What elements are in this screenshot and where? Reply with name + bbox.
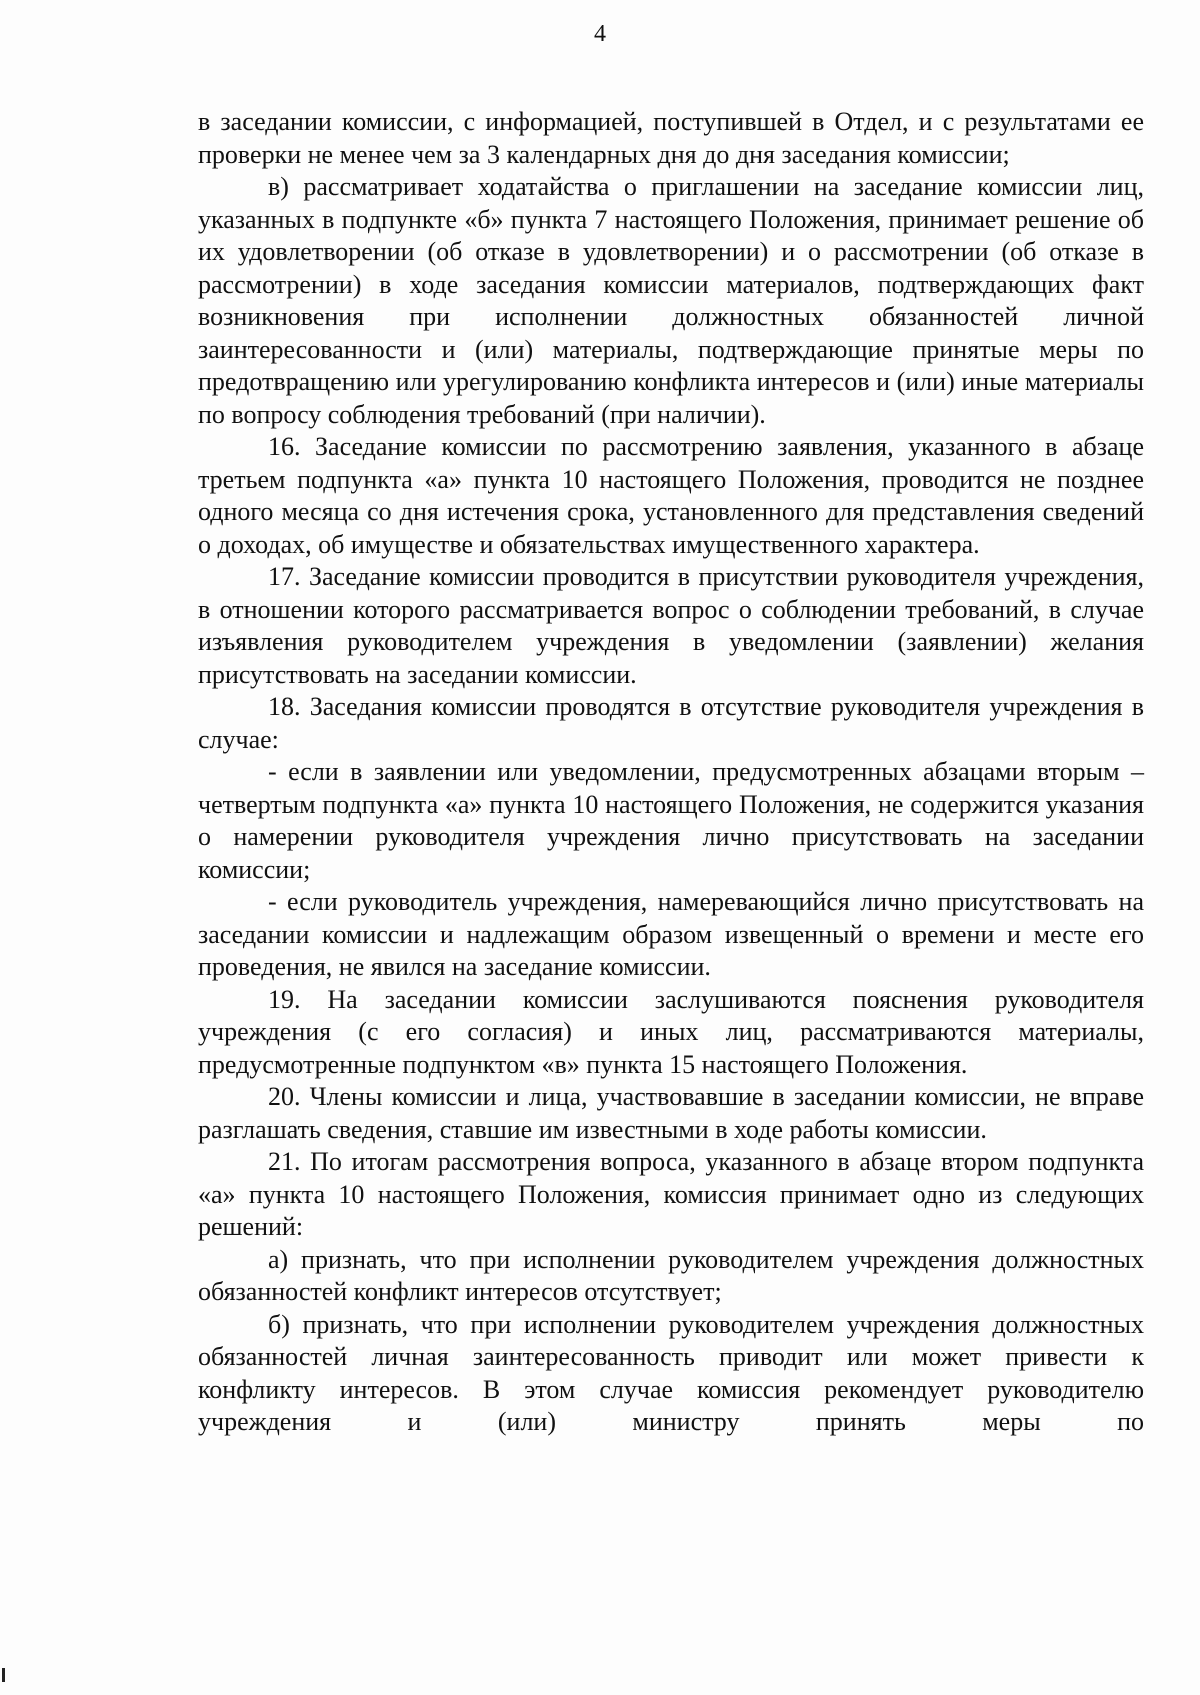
paragraph-18: 18. Заседания комиссии проводятся в отсутствие руководителя учреждения в случае: <box>198 692 1144 754</box>
paragraph-18-dash-1: - если в заявлении или уведомлении, предусмотренных абзацами вторым – четвертым подпункта «а» пункта 10 настоящего Положения, не содержится указания о намерении руководителя учреждения лично присутствовать на заседании комиссии; <box>198 757 1144 884</box>
scan-artifact-mark <box>2 1668 5 1682</box>
paragraph-20: 20. Члены комиссии и лица, участвовавшие в заседании комиссии, не вправе разглашать сведения, ставшие им известными в ходе работы комиссии. <box>198 1082 1144 1144</box>
paragraph-18-dash-2: - если руководитель учреждения, намеревающийся лично присутствовать на заседании комиссии и надлежащим образом извещенный о времени и месте его проведения, не явился на заседание комиссии. <box>198 887 1144 981</box>
paragraph-19: 19. На заседании комиссии заслушиваются пояснения руководителя учреждения (с его согласия) и иных лиц, рассматриваются материалы, предусмотренные подпунктом «в» пункта 15 настоящего Положения. <box>198 984 1144 1079</box>
page-number: 4 <box>594 21 606 47</box>
paragraph-item-v: в) рассматривает ходатайства о приглашении на заседание комиссии лиц, указанных в подпункте «б» пункта 7 настоящего Положения, принимает решение об их удовлетворении (об отказе в удовлетворении) и о рассмотрении (об отказе в рассмотрении) в ходе заседания комиссии материалов, подтверждающих факт возникновения при исполнении должностных обязанностей личной заинтересованности и (или) материалы, подтверждающие принятые меры по предотвращению или урегулированию конфликта интересов и (или) иные материалы по вопросу соблюдения требований (при наличии). <box>198 172 1144 429</box>
paragraph-16: 16. Заседание комиссии по рассмотрению заявления, указанного в абзаце третьем подпункта «а» пункта 10 настоящего Положения, проводится не позднее одного месяца со дня истечения срока, установленного для представления сведений о доходах, об имуществе и обязательствах имущественного характера. <box>198 432 1144 559</box>
document-body <box>198 106 1144 1439</box>
paragraph-continuation: в заседании комиссии, с информацией, поступившей в Отдел, и с результатами ее проверки не менее чем за 3 календарных дня до дня заседания комиссии; <box>198 107 1144 169</box>
paragraph-21-b: б) признать, что при исполнении руководителем учреждения должностных обязанностей личная заинтересованность приводит или может привести к конфликту интересов. В этом случае комиссия рекомендует руководителю учреждения и (или) министру принять меры по <box>198 1309 1144 1436</box>
paragraph-21: 21. По итогам рассмотрения вопроса, указанного в абзаце втором подпункта «а» пункта 10 настоящего Положения, комиссия принимает одно из следующих решений: <box>198 1147 1144 1241</box>
paragraph-17: 17. Заседание комиссии проводится в присутствии руководителя учреждения, в отношении которого рассматривается вопрос о соблюдении требований, в случае изъявления руководителем учреждения в уведомлении (заявлении) желания присутствовать на заседании комиссии. <box>198 562 1144 689</box>
paragraph-21-a: а) признать, что при исполнении руководителем учреждения должностных обязанностей конфликт интересов отсутствует; <box>198 1244 1144 1306</box>
